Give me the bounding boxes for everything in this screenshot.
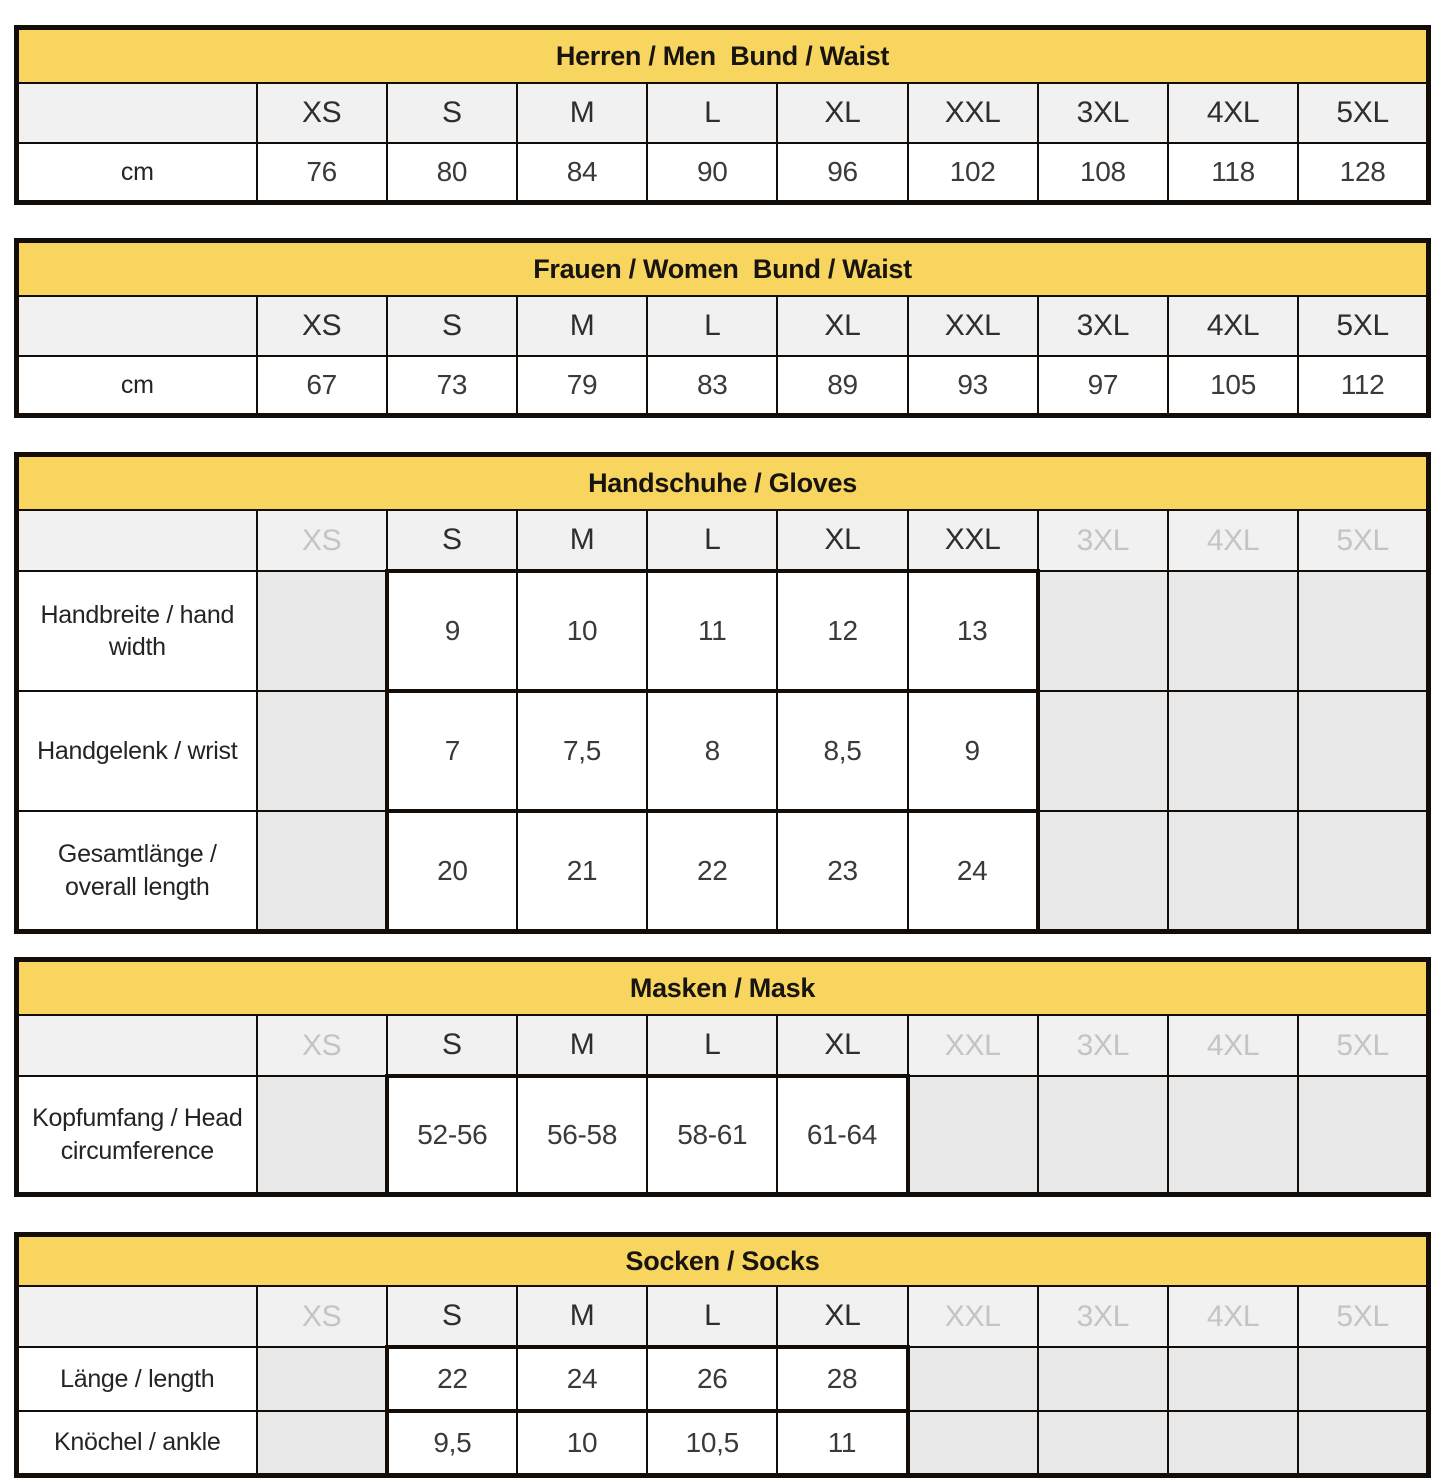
size-table-socks	[14, 1232, 1431, 1478]
size-header-4xl: 4XL	[1168, 510, 1298, 571]
value-cell: 8	[647, 691, 777, 811]
value-cell: 105	[1168, 356, 1298, 416]
size-header-xs: XS	[257, 83, 387, 143]
size-header-4xl: 4XL	[1168, 1286, 1298, 1347]
value-cell: 79	[517, 356, 647, 416]
value-cell	[908, 1411, 1038, 1476]
table-title-row	[17, 241, 1429, 297]
size-header-3xl: 3XL	[1038, 510, 1168, 571]
value-cell: 12	[777, 571, 907, 691]
socks-table	[14, 1232, 1431, 1478]
value-cell: 9	[908, 691, 1038, 811]
table-title-row	[17, 960, 1429, 1016]
size-header-xl: XL	[777, 1286, 907, 1347]
size-table-mask	[14, 957, 1431, 1197]
table-row	[17, 143, 1429, 203]
value-cell: 8,5	[777, 691, 907, 811]
value-cell	[257, 691, 387, 811]
value-cell	[257, 1347, 387, 1411]
size-header-row	[17, 1015, 1429, 1076]
value-cell: 80	[387, 143, 517, 203]
value-cell: 13	[908, 571, 1038, 691]
size-header-s: S	[387, 83, 517, 143]
row-label: Handbreite / hand width	[17, 571, 257, 691]
value-cell: 67	[257, 356, 387, 416]
table-row	[17, 356, 1429, 416]
size-header-5xl: 5XL	[1298, 83, 1428, 143]
table-title: Handschuhe / Gloves	[17, 455, 1429, 511]
size-header-3xl: 3XL	[1038, 1015, 1168, 1076]
size-header-xxl: XXL	[908, 83, 1038, 143]
value-cell: 93	[908, 356, 1038, 416]
size-header-xxl: XXL	[908, 296, 1038, 356]
size-header-4xl: 4XL	[1168, 1015, 1298, 1076]
value-cell: 24	[908, 811, 1038, 932]
value-cell: 10,5	[647, 1411, 777, 1476]
value-cell: 97	[1038, 356, 1168, 416]
row-label: Handgelenk / wrist	[17, 691, 257, 811]
value-cell: 76	[257, 143, 387, 203]
size-header-m: M	[517, 1286, 647, 1347]
value-cell: 21	[517, 811, 647, 932]
size-header-m: M	[517, 83, 647, 143]
table-row	[17, 571, 1429, 691]
size-header-row	[17, 510, 1429, 571]
size-header-xl: XL	[777, 296, 907, 356]
size-header-l: L	[647, 296, 777, 356]
size-table-men-waist	[14, 25, 1431, 205]
value-cell	[1168, 691, 1298, 811]
table-title: Masken / Mask	[17, 960, 1429, 1016]
size-header-xs: XS	[257, 1286, 387, 1347]
value-cell	[1298, 811, 1428, 932]
row-label: Kopfumfang / Head circumference	[17, 1076, 257, 1195]
value-cell	[1168, 1076, 1298, 1195]
value-cell	[1168, 811, 1298, 932]
size-header-s: S	[387, 510, 517, 571]
value-cell	[908, 1347, 1038, 1411]
value-cell	[1168, 571, 1298, 691]
value-cell: 58-61	[647, 1076, 777, 1195]
value-cell: 9	[387, 571, 517, 691]
value-cell	[1298, 1076, 1428, 1195]
value-cell: 52-56	[387, 1076, 517, 1195]
size-header-xl: XL	[777, 510, 907, 571]
value-cell	[1298, 1411, 1428, 1476]
size-header-5xl: 5XL	[1298, 510, 1428, 571]
size-header-xs: XS	[257, 510, 387, 571]
size-table-women-waist	[14, 238, 1431, 418]
size-header-m: M	[517, 296, 647, 356]
value-cell: 11	[777, 1411, 907, 1476]
value-cell	[257, 1076, 387, 1195]
table-title: Herren / Men Bund / Waist	[17, 28, 1429, 84]
row-label: cm	[17, 143, 257, 203]
value-cell	[908, 1076, 1038, 1195]
value-cell: 28	[777, 1347, 907, 1411]
value-cell: 9,5	[387, 1411, 517, 1476]
size-header-row	[17, 1286, 1429, 1347]
size-header-xl: XL	[777, 1015, 907, 1076]
size-header-l: L	[647, 83, 777, 143]
row-label: Gesamtlänge / overall length	[17, 811, 257, 932]
size-header-5xl: 5XL	[1298, 296, 1428, 356]
value-cell: 24	[517, 1347, 647, 1411]
table-row	[17, 1076, 1429, 1195]
corner-cell	[17, 1286, 257, 1347]
men-waist-table	[14, 25, 1431, 205]
size-header-l: L	[647, 1015, 777, 1076]
women-waist-table	[14, 238, 1431, 418]
corner-cell	[17, 1015, 257, 1076]
size-header-xl: XL	[777, 83, 907, 143]
size-header-l: L	[647, 510, 777, 571]
table-row	[17, 811, 1429, 932]
corner-cell	[17, 510, 257, 571]
size-header-3xl: 3XL	[1038, 1286, 1168, 1347]
size-header-3xl: 3XL	[1038, 83, 1168, 143]
value-cell: 118	[1168, 143, 1298, 203]
size-header-xs: XS	[257, 296, 387, 356]
value-cell: 108	[1038, 143, 1168, 203]
value-cell	[1038, 571, 1168, 691]
corner-cell	[17, 296, 257, 356]
value-cell: 10	[517, 1411, 647, 1476]
value-cell: 20	[387, 811, 517, 932]
value-cell	[1298, 691, 1428, 811]
value-cell: 102	[908, 143, 1038, 203]
value-cell: 73	[387, 356, 517, 416]
value-cell	[1298, 1347, 1428, 1411]
size-header-3xl: 3XL	[1038, 296, 1168, 356]
value-cell	[257, 811, 387, 932]
value-cell: 61-64	[777, 1076, 907, 1195]
value-cell	[1038, 1347, 1168, 1411]
size-header-5xl: 5XL	[1298, 1015, 1428, 1076]
size-header-l: L	[647, 1286, 777, 1347]
value-cell: 83	[647, 356, 777, 416]
gloves-table	[14, 452, 1431, 934]
size-header-xxl: XXL	[908, 510, 1038, 571]
table-row	[17, 1411, 1429, 1476]
value-cell	[1038, 1076, 1168, 1195]
size-header-xxl: XXL	[908, 1015, 1038, 1076]
value-cell	[257, 571, 387, 691]
table-title: Socken / Socks	[17, 1235, 1429, 1287]
row-label: Länge / length	[17, 1347, 257, 1411]
value-cell: 7	[387, 691, 517, 811]
value-cell	[1038, 1411, 1168, 1476]
value-cell: 112	[1298, 356, 1428, 416]
table-title-row	[17, 455, 1429, 511]
mask-table	[14, 957, 1431, 1197]
value-cell: 7,5	[517, 691, 647, 811]
value-cell: 23	[777, 811, 907, 932]
value-cell: 10	[517, 571, 647, 691]
size-header-s: S	[387, 1286, 517, 1347]
size-header-m: M	[517, 510, 647, 571]
size-header-m: M	[517, 1015, 647, 1076]
size-header-s: S	[387, 1015, 517, 1076]
value-cell: 96	[777, 143, 907, 203]
value-cell	[1038, 691, 1168, 811]
value-cell: 22	[647, 811, 777, 932]
table-title-row	[17, 28, 1429, 84]
table-title: Frauen / Women Bund / Waist	[17, 241, 1429, 297]
size-header-row	[17, 83, 1429, 143]
size-header-row	[17, 296, 1429, 356]
table-row	[17, 1347, 1429, 1411]
value-cell: 128	[1298, 143, 1428, 203]
value-cell: 26	[647, 1347, 777, 1411]
value-cell: 90	[647, 143, 777, 203]
value-cell: 89	[777, 356, 907, 416]
value-cell	[1038, 811, 1168, 932]
value-cell	[1168, 1411, 1298, 1476]
value-cell: 84	[517, 143, 647, 203]
value-cell: 56-58	[517, 1076, 647, 1195]
row-label: Knöchel / ankle	[17, 1411, 257, 1476]
value-cell: 11	[647, 571, 777, 691]
size-header-5xl: 5XL	[1298, 1286, 1428, 1347]
value-cell	[1168, 1347, 1298, 1411]
corner-cell	[17, 83, 257, 143]
value-cell: 22	[387, 1347, 517, 1411]
row-label: cm	[17, 356, 257, 416]
table-title-row	[17, 1235, 1429, 1287]
size-header-s: S	[387, 296, 517, 356]
size-header-4xl: 4XL	[1168, 83, 1298, 143]
size-header-xs: XS	[257, 1015, 387, 1076]
value-cell	[1298, 571, 1428, 691]
table-row	[17, 691, 1429, 811]
size-header-4xl: 4XL	[1168, 296, 1298, 356]
size-table-gloves	[14, 452, 1431, 934]
value-cell	[257, 1411, 387, 1476]
size-header-xxl: XXL	[908, 1286, 1038, 1347]
